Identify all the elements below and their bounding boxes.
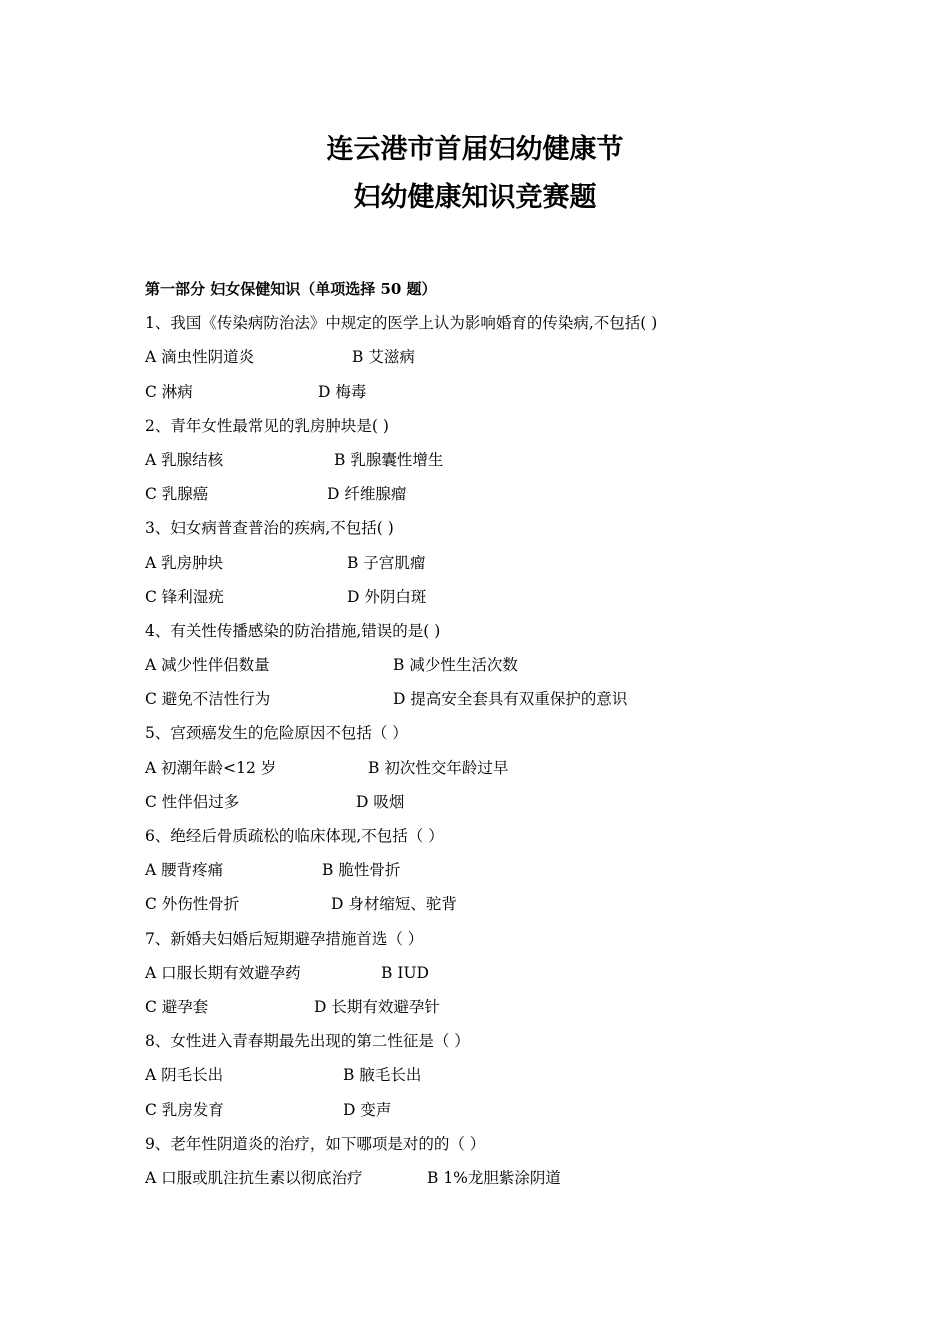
option-a: A 乳房肿块 <box>145 553 224 572</box>
question-9-options-ab <box>145 1161 845 1195</box>
option-b: B 乳腺囊性增生 <box>334 450 444 469</box>
document-subtitle: 妇幼健康知识竞赛题 <box>353 182 597 213</box>
option-d: D 外阴白斑 <box>347 587 427 606</box>
option-d: D 长期有效避孕针 <box>314 997 440 1016</box>
option-a: A 滴虫性阴道炎 <box>145 348 255 367</box>
question-1: 1、我国《传染病防治法》中规定的医学上认为影响婚育的传染病,不包括( ) <box>145 314 658 333</box>
option-c: C 避免不洁性行为 <box>145 690 271 709</box>
question-1-options-ab <box>145 340 845 374</box>
option-c: C 性伴侣过多 <box>145 792 240 811</box>
option-d: D 吸烟 <box>356 792 405 811</box>
question-8-options-ab <box>145 1058 845 1092</box>
option-d: D 提高安全套具有双重保护的意识 <box>393 690 628 709</box>
question-6: 6、绝经后骨质疏松的临床体现,不包括（ ） <box>145 827 444 845</box>
question-9: 9、老年性阴道炎的治疗，如下哪项是对的的（ ） <box>145 1134 486 1153</box>
question-8-options-cd <box>145 1093 845 1127</box>
question-5-options-ab <box>145 751 845 785</box>
option-a: A 口服长期有效避孕药 <box>145 963 301 982</box>
question-4-options-cd <box>145 682 845 716</box>
question-5-options-cd <box>145 785 845 819</box>
question-2-options-cd <box>145 477 845 511</box>
option-b: B 腋毛长出 <box>343 1066 422 1085</box>
option-b: B 脆性骨折 <box>322 861 401 880</box>
question-4: 4、有关性传播感染的防治措施,错误的是( ) <box>145 621 441 640</box>
option-b: B 子宫肌瘤 <box>347 553 426 572</box>
option-a: A 初潮年龄<12 岁 <box>145 758 277 777</box>
question-3: 3、妇女病普查普治的疾病,不包括( ) <box>145 519 394 538</box>
option-d: D 纤维腺瘤 <box>327 485 407 504</box>
question-7-options-cd <box>145 990 845 1024</box>
option-a: A 减少性伴侣数量 <box>145 656 270 675</box>
question-2-options-ab <box>145 443 845 477</box>
option-c: C 淋病 <box>145 382 193 401</box>
question-7: 7、新婚夫妇婚后短期避孕措施首选（ ） <box>145 929 424 948</box>
option-c: C 避孕套 <box>145 997 209 1016</box>
option-b: B 1%龙胆紫涂阴道 <box>427 1168 561 1187</box>
document-title: 连云港市首届妇幼健康节 <box>326 134 624 165</box>
question-6-options-cd <box>145 887 845 921</box>
option-c: C 锋利湿疣 <box>145 587 224 606</box>
question-7-options-ab <box>145 956 845 990</box>
section-heading: 第一部分 妇女保健知识（单项选择 50 题） <box>145 280 437 298</box>
option-b: B IUD <box>381 963 429 982</box>
option-a: A 阴毛长出 <box>145 1066 224 1085</box>
question-1-options-cd <box>145 375 845 409</box>
question-6-options-ab <box>145 853 845 887</box>
question-4-options-ab <box>145 648 845 682</box>
question-5: 5、宫颈癌发生的危险原因不包括（ ） <box>145 724 408 743</box>
option-d: D 变声 <box>343 1100 392 1119</box>
option-b: B 减少性生活次数 <box>393 656 518 675</box>
option-b: B 艾滋病 <box>352 348 415 367</box>
option-a: A 口服或肌注抗生素以彻底治疗 <box>145 1168 363 1187</box>
question-3-options-ab <box>145 546 845 580</box>
option-d: D 梅毒 <box>318 382 367 401</box>
option-c: C 乳腺癌 <box>145 485 209 504</box>
document-body <box>145 272 845 1195</box>
option-a: A 腰背疼痛 <box>145 861 224 880</box>
question-3-options-cd <box>145 580 845 614</box>
option-a: A 乳腺结核 <box>145 450 224 469</box>
option-d: D 身材缩短、驼背 <box>331 895 457 914</box>
option-b: B 初次性交年龄过早 <box>368 758 509 777</box>
question-2: 2、青年女性最常见的乳房肿块是( ) <box>145 416 389 435</box>
option-c: C 乳房发育 <box>145 1100 224 1119</box>
option-c: C 外伤性骨折 <box>145 895 240 914</box>
question-8: 8、女性进入青春期最先出现的第二性征是（ ） <box>145 1032 470 1051</box>
